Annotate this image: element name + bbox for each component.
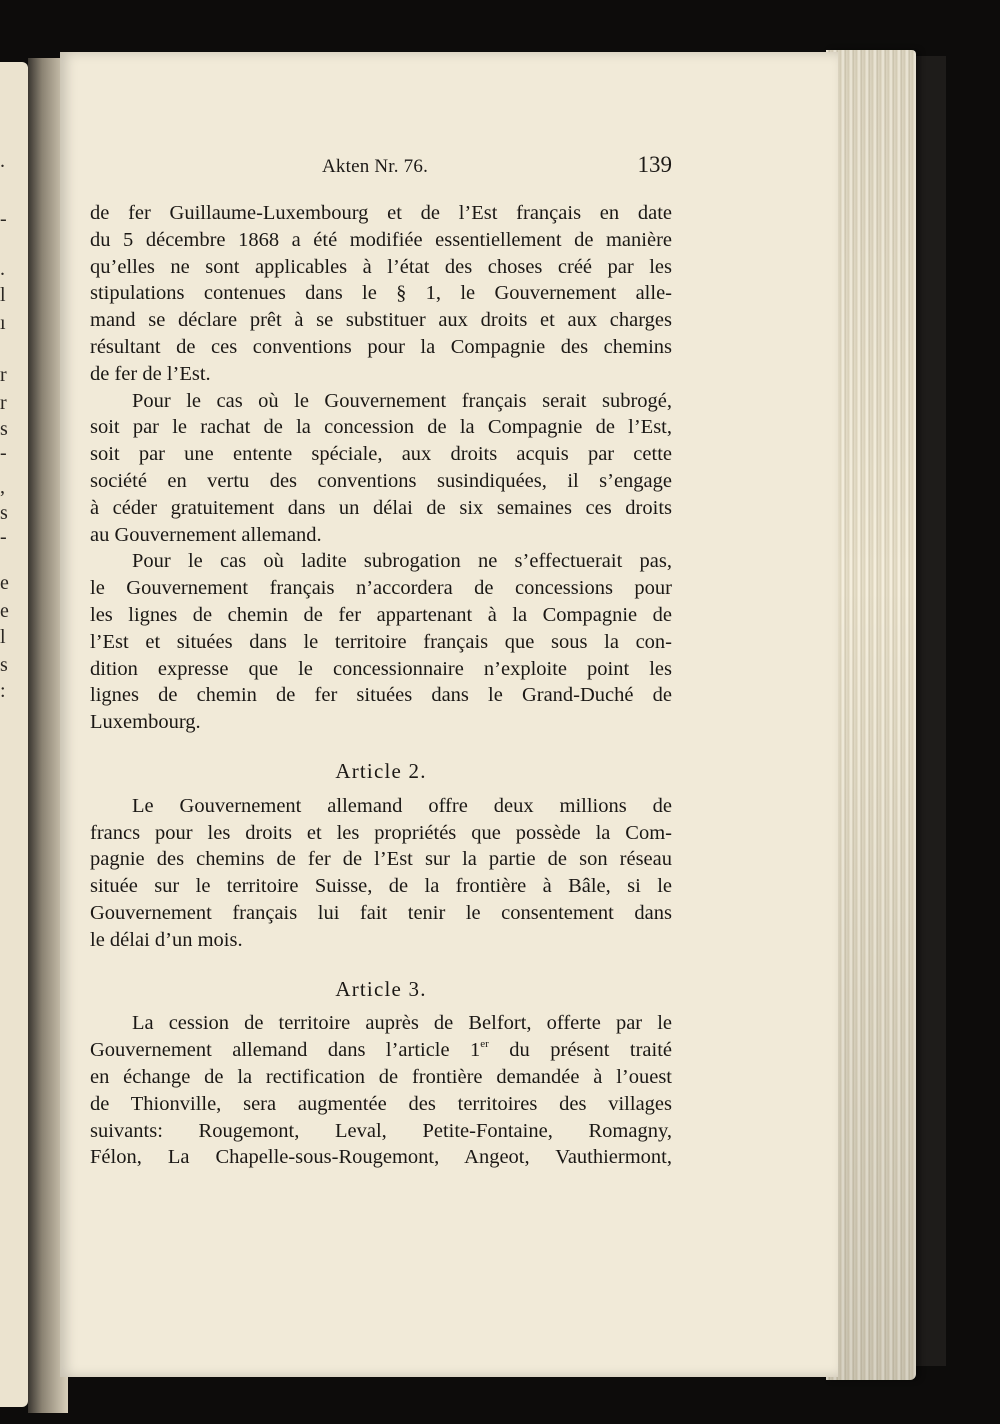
text-line: suivants: Rougemont, Leval, Petite-Fontaine, Romagny, <box>90 1119 672 1142</box>
paragraph-subrogation <box>90 388 672 549</box>
text-line: du 5 décembre 1868 a été modifiée essentiellement de manière <box>90 228 672 251</box>
text-line: La cession de territoire auprès de Belfort, offerte par le <box>132 1012 672 1035</box>
left-glyph: . <box>0 150 5 172</box>
text-line: l’Est et situées dans le territoire français que sous la con- <box>90 630 672 653</box>
left-glyph: - <box>0 526 7 548</box>
text-line: Luxembourg. <box>90 711 201 734</box>
text-line: mand se déclare prêt à se substituer aux droits et aux charges <box>90 309 672 332</box>
text-line: Le Gouvernement allemand offre deux millions de <box>132 794 672 817</box>
text-line: société en vertu des conventions susindiquées, il s’engage <box>90 469 672 492</box>
text-fragment: du présent traité <box>488 1039 672 1062</box>
text-line: le délai d’un mois. <box>90 928 243 951</box>
left-glyph: s <box>0 502 8 524</box>
text-line: de fer de l’Est. <box>90 362 211 385</box>
paragraph-concessions <box>90 548 672 736</box>
text-fragment: Gouvernement allemand dans l’article 1 <box>90 1039 481 1062</box>
text-line: stipulations contenues dans le § 1, le Gouvernement alle- <box>90 282 672 305</box>
text-line: francs pour les droits et les propriétés que possède la Com- <box>90 821 672 844</box>
paragraph-continuation <box>90 200 672 388</box>
text-line: pagnie des chemins de fer de l’Est sur la partie de son réseau <box>90 848 672 871</box>
left-glyph: - <box>0 208 7 230</box>
page-edges-shade <box>826 50 916 1380</box>
text-line: Pour le cas où le Gouvernement français serait subrogé, <box>132 389 672 412</box>
text-line: le Gouvernement français n’accordera de concessions pour <box>90 577 672 600</box>
text-line: Félon, La Chapelle-sous-Rougemont, Angeot, Vauthiermont, <box>90 1146 672 1169</box>
left-glyph: e <box>0 572 9 594</box>
text-line: les lignes de chemin de fer appartenant à la Compagnie de <box>90 603 672 626</box>
article-2-heading: Article 2. <box>335 758 427 783</box>
left-glyph: l <box>0 626 6 648</box>
article-2-text <box>90 793 672 954</box>
text-line: de fer Guillaume-Luxembourg et de l’Est français en date <box>90 202 672 224</box>
left-glyph: - <box>0 442 7 464</box>
text-line: soit par le rachat de la concession de la Compagnie de l’Est, <box>90 416 672 439</box>
article-3-heading: Article 3. <box>335 976 427 1001</box>
page-number: 139 <box>637 152 672 177</box>
left-glyph: s <box>0 418 8 440</box>
left-page-glyphs <box>0 62 24 1407</box>
left-glyph: r <box>0 392 7 414</box>
left-glyph: ı <box>0 312 6 334</box>
page-header <box>90 150 672 184</box>
text-line: en échange de la rectification de frontière demandée à l’ouest <box>90 1065 672 1088</box>
left-glyph: . <box>0 258 5 280</box>
left-glyph: s <box>0 654 8 676</box>
left-glyph: e <box>0 600 9 622</box>
left-glyph: r <box>0 364 7 386</box>
text-line: au Gouvernement allemand. <box>90 523 322 546</box>
text-line: soit par une entente spéciale, aux droits acquis par cette <box>90 443 672 466</box>
page-body <box>90 200 672 1171</box>
text-line: Gouvernement français lui fait tenir le consentement dans <box>90 901 672 924</box>
text-line: qu’elles ne sont applicables à l’état des choses créé par les <box>90 255 672 278</box>
text-line: à céder gratuitement dans un délai de six semaines ces droits <box>90 496 672 519</box>
left-glyph: l <box>0 284 6 306</box>
running-head: Akten Nr. 76. <box>322 156 429 177</box>
text-line: de Thionville, sera augmentée des territoires des villages <box>90 1092 672 1115</box>
left-page-fragment <box>0 62 28 1407</box>
left-glyph: : <box>0 680 6 702</box>
superscript: er <box>480 1038 489 1051</box>
text-line-with-superscript <box>90 1037 672 1064</box>
text-line: Pour le cas où ladite subrogation ne s’effectuerait pas, <box>132 550 672 573</box>
text-line: dition expresse que le concessionnaire n’exploite point les <box>90 657 672 680</box>
text-line: lignes de chemin de fer situées dans le Grand-Duché de <box>90 684 672 707</box>
text-line: située sur le territoire Suisse, de la frontière à Bâle, si le <box>90 875 672 898</box>
text-line: résultant de ces conventions pour la Compagnie des chemins <box>90 335 672 358</box>
left-glyph: , <box>0 476 5 498</box>
article-3-text <box>90 1010 672 1171</box>
